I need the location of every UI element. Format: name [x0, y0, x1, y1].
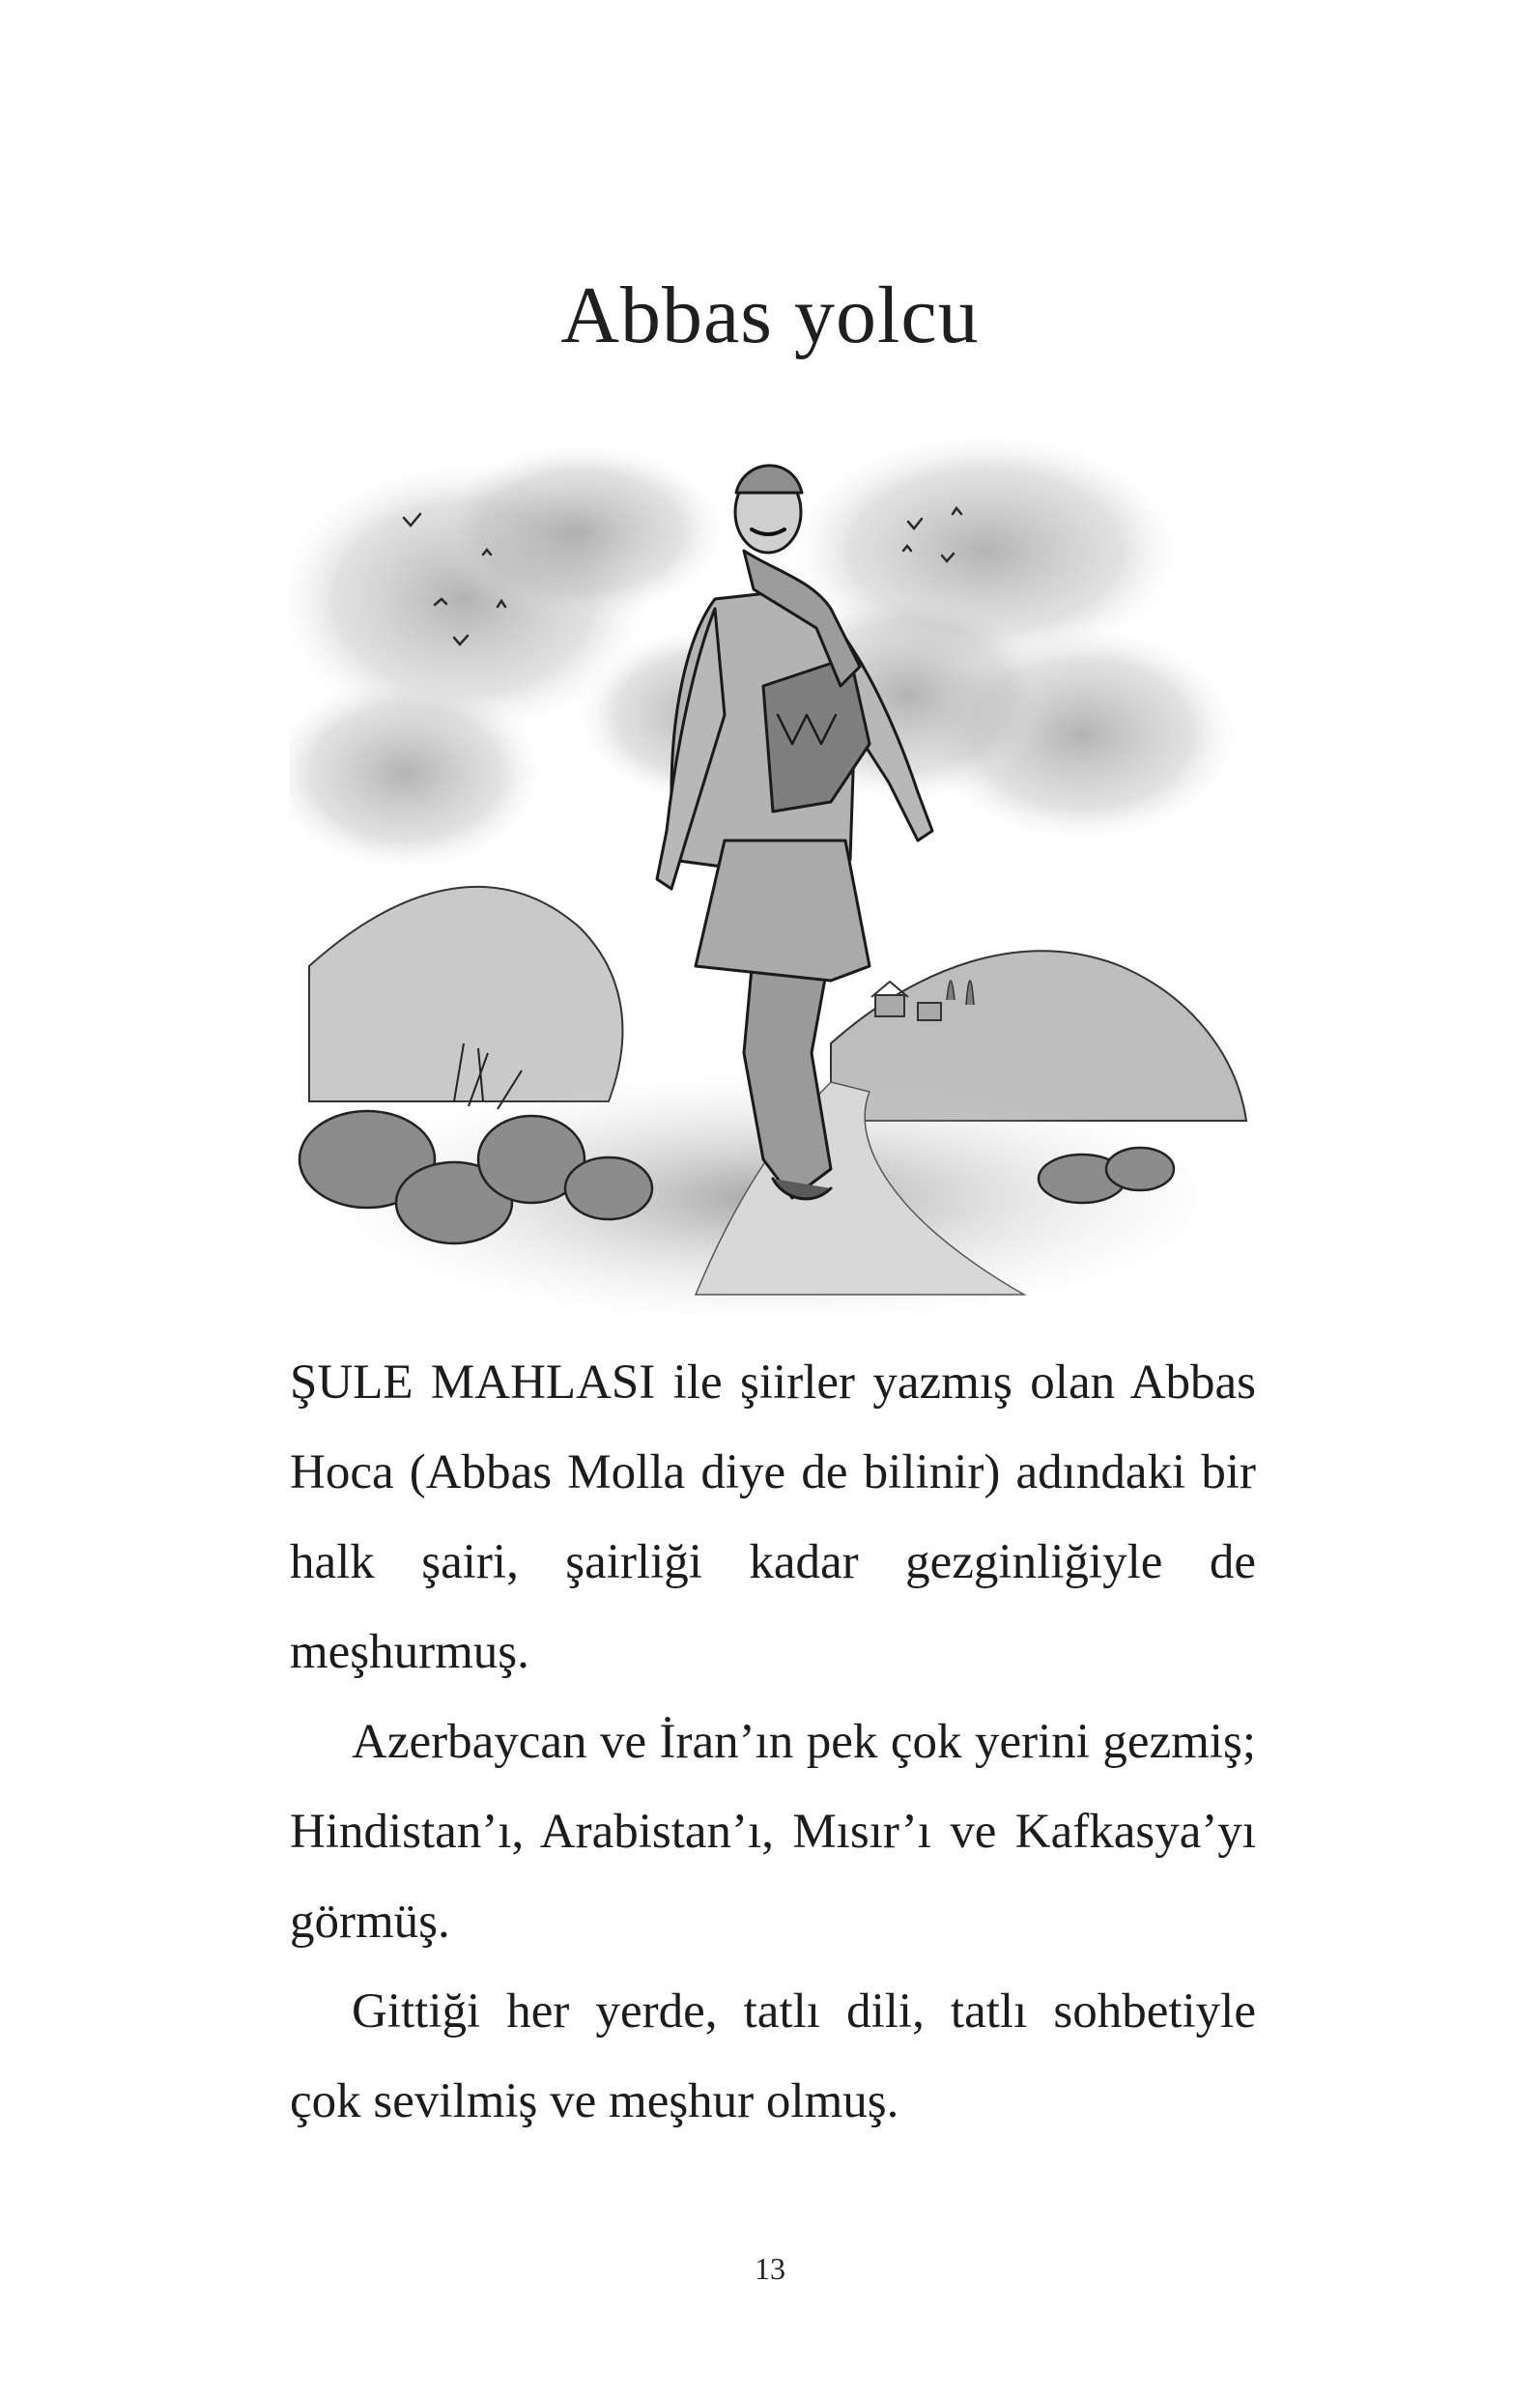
paragraph-2: Azerbaycan ve İran’ın pek çok yerini gezmiş; Hindistan’ı, Arabistan’ı, Mısır’ı ve Kafkasya’yı görmüş. [290, 1715, 1256, 1949]
paragraph-3: Gittiği her yerde, tatlı dili, tatlı sohbetiyle çok sevilmiş ve meşhur olmuş. [290, 1984, 1256, 2128]
story-body [290, 1338, 1256, 2147]
traveler-illustration [290, 425, 1256, 1314]
page-number: 13 [755, 2251, 785, 2286]
paragraph-1: ŞULE MAHLASI ile şiirler yazmış olan Abbas Hoca (Abbas Molla diye de bilinir) adındaki bir halk şairi, şairliği kadar gezginliğiyle de meşhurmuş. [290, 1355, 1256, 1679]
chapter-title: Abbas yolcu [560, 271, 980, 360]
